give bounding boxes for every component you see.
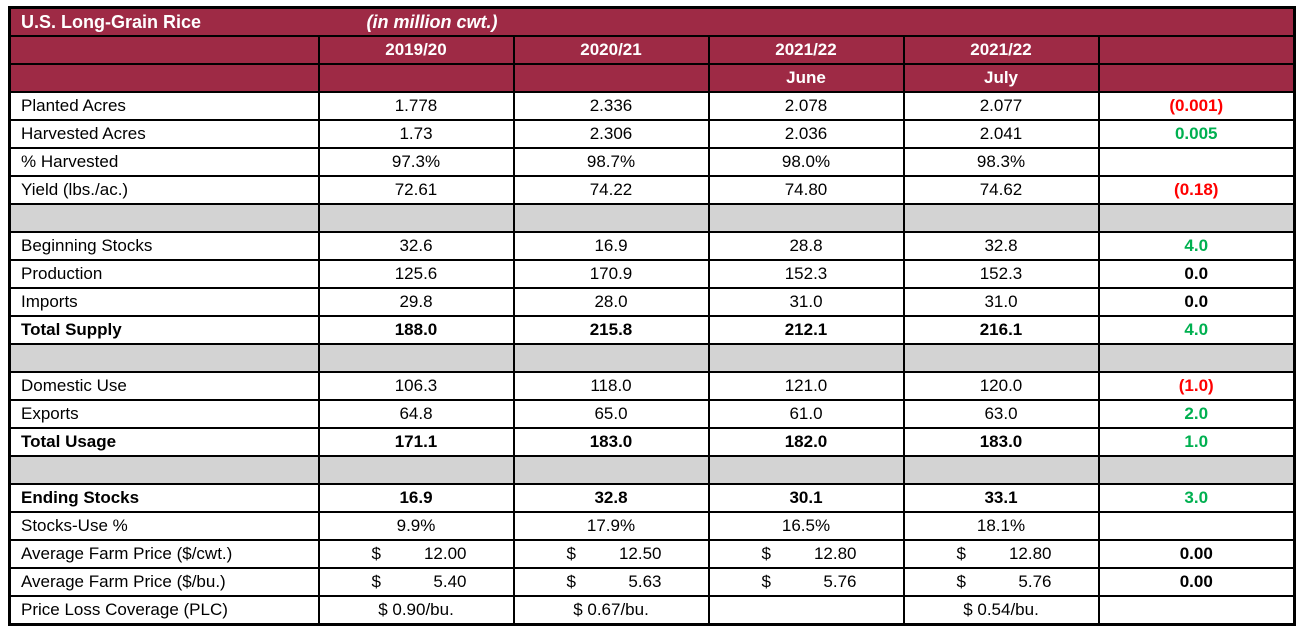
table-body xyxy=(10,92,1295,625)
value-cell: 72.61 xyxy=(319,176,514,204)
spacer-cell xyxy=(904,344,1099,372)
row-label: Price Loss Coverage (PLC) xyxy=(10,596,319,625)
value-cell xyxy=(514,568,709,596)
value-cell: 17.9% xyxy=(514,512,709,540)
value-cell: 65.0 xyxy=(514,400,709,428)
change-cell xyxy=(1099,148,1295,176)
row-label: Harvested Acres xyxy=(10,120,319,148)
value-cell: 2.306 xyxy=(514,120,709,148)
value-cell: 215.8 xyxy=(514,316,709,344)
change-cell: 0.00 xyxy=(1099,568,1295,596)
value-cell: 2.077 xyxy=(904,92,1099,120)
col-header-year-2: 2020/21 xyxy=(514,36,709,64)
year-header-row xyxy=(10,36,1295,64)
table-unit-label: (in million cwt.) xyxy=(319,8,709,37)
change-cell: 0.0 xyxy=(1099,260,1295,288)
value-cell: 121.0 xyxy=(709,372,904,400)
amount: 12.00 xyxy=(423,544,467,563)
amount: 12.80 xyxy=(1008,544,1052,563)
col-subheader-change xyxy=(1099,64,1295,92)
value-cell: 2.036 xyxy=(709,120,904,148)
value-cell xyxy=(904,540,1099,568)
value-cell: 2.336 xyxy=(514,92,709,120)
spacer-cell xyxy=(709,204,904,232)
table-row xyxy=(10,260,1295,288)
change-cell: 3.0 xyxy=(1099,484,1295,512)
table-row xyxy=(10,596,1295,625)
spacer-cell xyxy=(709,344,904,372)
row-label: Imports xyxy=(10,288,319,316)
spacer-row xyxy=(10,456,1295,484)
spacer-cell xyxy=(1099,456,1295,484)
corner-cell xyxy=(10,36,319,64)
value-cell xyxy=(514,540,709,568)
month-header-row xyxy=(10,64,1295,92)
table-row xyxy=(10,232,1295,260)
row-label: Exports xyxy=(10,400,319,428)
currency-symbol: $ xyxy=(956,544,966,563)
spacer-cell xyxy=(514,344,709,372)
value-cell: 98.3% xyxy=(904,148,1099,176)
table-row xyxy=(10,92,1295,120)
value-cell: 32.6 xyxy=(319,232,514,260)
value-cell: 120.0 xyxy=(904,372,1099,400)
currency-symbol: $ xyxy=(371,544,381,563)
table-row xyxy=(10,288,1295,316)
col-header-year-1: 2019/20 xyxy=(319,36,514,64)
value-cell: 63.0 xyxy=(904,400,1099,428)
change-cell: 2.0 xyxy=(1099,400,1295,428)
value-cell: 74.80 xyxy=(709,176,904,204)
amount: 12.80 xyxy=(813,544,857,563)
change-cell: 0.005 xyxy=(1099,120,1295,148)
row-label: Total Supply xyxy=(10,316,319,344)
spacer-cell xyxy=(514,456,709,484)
change-cell: 0.00 xyxy=(1099,540,1295,568)
change-cell xyxy=(1099,596,1295,625)
value-cell: 28.0 xyxy=(514,288,709,316)
value-cell: 29.8 xyxy=(319,288,514,316)
spacer-cell xyxy=(10,456,319,484)
value-cell: 170.9 xyxy=(514,260,709,288)
value-cell: 16.5% xyxy=(709,512,904,540)
table-row xyxy=(10,512,1295,540)
value-cell: 31.0 xyxy=(709,288,904,316)
value-cell: 171.1 xyxy=(319,428,514,456)
value-cell: 74.62 xyxy=(904,176,1099,204)
col-header-change xyxy=(1099,36,1295,64)
currency-symbol: $ xyxy=(566,572,576,591)
table-row xyxy=(10,400,1295,428)
value-cell: 118.0 xyxy=(514,372,709,400)
rice-table xyxy=(8,6,1296,626)
table-row xyxy=(10,484,1295,512)
spacer-row xyxy=(10,344,1295,372)
value-cell: 1.778 xyxy=(319,92,514,120)
table-row xyxy=(10,316,1295,344)
value-cell: 106.3 xyxy=(319,372,514,400)
value-cell: 1.73 xyxy=(319,120,514,148)
change-cell: (1.0) xyxy=(1099,372,1295,400)
currency-symbol: $ xyxy=(956,572,966,591)
row-label: Total Usage xyxy=(10,428,319,456)
value-cell: 212.1 xyxy=(709,316,904,344)
change-cell: 1.0 xyxy=(1099,428,1295,456)
row-label: % Harvested xyxy=(10,148,319,176)
value-cell: 98.0% xyxy=(709,148,904,176)
value-cell: 28.8 xyxy=(709,232,904,260)
amount: 5.76 xyxy=(1018,572,1052,591)
value-cell: 216.1 xyxy=(904,316,1099,344)
value-cell: 188.0 xyxy=(319,316,514,344)
amount: 5.40 xyxy=(433,572,467,591)
table-row xyxy=(10,372,1295,400)
table-title: U.S. Long-Grain Rice xyxy=(10,8,319,37)
table-row xyxy=(10,176,1295,204)
value-cell xyxy=(904,568,1099,596)
value-cell: 33.1 xyxy=(904,484,1099,512)
value-cell: 183.0 xyxy=(904,428,1099,456)
spacer-cell xyxy=(709,456,904,484)
value-cell: 9.9% xyxy=(319,512,514,540)
row-label: Beginning Stocks xyxy=(10,232,319,260)
value-cell: 2.041 xyxy=(904,120,1099,148)
value-cell xyxy=(709,568,904,596)
value-cell: 32.8 xyxy=(514,484,709,512)
value-cell: 32.8 xyxy=(904,232,1099,260)
title-spacer xyxy=(709,8,1295,37)
spacer-cell xyxy=(10,344,319,372)
table-row xyxy=(10,540,1295,568)
value-cell xyxy=(319,568,514,596)
value-cell: 182.0 xyxy=(709,428,904,456)
row-label: Production xyxy=(10,260,319,288)
currency-symbol: $ xyxy=(761,572,771,591)
value-cell xyxy=(319,540,514,568)
row-label: Ending Stocks xyxy=(10,484,319,512)
col-subheader-2 xyxy=(514,64,709,92)
spacer-cell xyxy=(319,204,514,232)
spacer-row xyxy=(10,204,1295,232)
value-cell: $ 0.90/bu. xyxy=(319,596,514,625)
value-cell: 2.078 xyxy=(709,92,904,120)
value-cell: 152.3 xyxy=(709,260,904,288)
change-cell: (0.001) xyxy=(1099,92,1295,120)
corner-cell xyxy=(10,64,319,92)
value-cell xyxy=(709,596,904,625)
value-cell: $ 0.67/bu. xyxy=(514,596,709,625)
title-row xyxy=(10,8,1295,37)
table-row xyxy=(10,568,1295,596)
change-cell: 4.0 xyxy=(1099,232,1295,260)
table-row xyxy=(10,148,1295,176)
value-cell: 152.3 xyxy=(904,260,1099,288)
spacer-cell xyxy=(1099,204,1295,232)
spacer-cell xyxy=(904,456,1099,484)
change-cell: (0.18) xyxy=(1099,176,1295,204)
spacer-cell xyxy=(904,204,1099,232)
spacer-cell xyxy=(319,344,514,372)
amount: 5.63 xyxy=(628,572,662,591)
amount: 12.50 xyxy=(618,544,662,563)
row-label: Yield (lbs./ac.) xyxy=(10,176,319,204)
value-cell: 183.0 xyxy=(514,428,709,456)
row-label: Average Farm Price ($/bu.) xyxy=(10,568,319,596)
change-cell: 4.0 xyxy=(1099,316,1295,344)
value-cell: 16.9 xyxy=(514,232,709,260)
spacer-cell xyxy=(10,204,319,232)
table-row xyxy=(10,120,1295,148)
change-cell xyxy=(1099,512,1295,540)
value-cell: 18.1% xyxy=(904,512,1099,540)
value-cell: 97.3% xyxy=(319,148,514,176)
spacer-cell xyxy=(1099,344,1295,372)
value-cell: 125.6 xyxy=(319,260,514,288)
col-subheader-1 xyxy=(319,64,514,92)
spacer-cell xyxy=(319,456,514,484)
change-cell: 0.0 xyxy=(1099,288,1295,316)
col-subheader-june: June xyxy=(709,64,904,92)
spacer-cell xyxy=(514,204,709,232)
currency-symbol: $ xyxy=(761,544,771,563)
value-cell: 30.1 xyxy=(709,484,904,512)
value-cell: 61.0 xyxy=(709,400,904,428)
col-subheader-july: July xyxy=(904,64,1099,92)
value-cell xyxy=(709,540,904,568)
row-label: Planted Acres xyxy=(10,92,319,120)
value-cell: 16.9 xyxy=(319,484,514,512)
currency-symbol: $ xyxy=(371,572,381,591)
row-label: Stocks-Use % xyxy=(10,512,319,540)
table-row xyxy=(10,428,1295,456)
value-cell: $ 0.54/bu. xyxy=(904,596,1099,625)
row-label: Average Farm Price ($/cwt.) xyxy=(10,540,319,568)
value-cell: 64.8 xyxy=(319,400,514,428)
value-cell: 74.22 xyxy=(514,176,709,204)
amount: 5.76 xyxy=(823,572,857,591)
col-header-year-3: 2021/22 xyxy=(709,36,904,64)
currency-symbol: $ xyxy=(566,544,576,563)
row-label: Domestic Use xyxy=(10,372,319,400)
value-cell: 98.7% xyxy=(514,148,709,176)
col-header-year-4: 2021/22 xyxy=(904,36,1099,64)
value-cell: 31.0 xyxy=(904,288,1099,316)
